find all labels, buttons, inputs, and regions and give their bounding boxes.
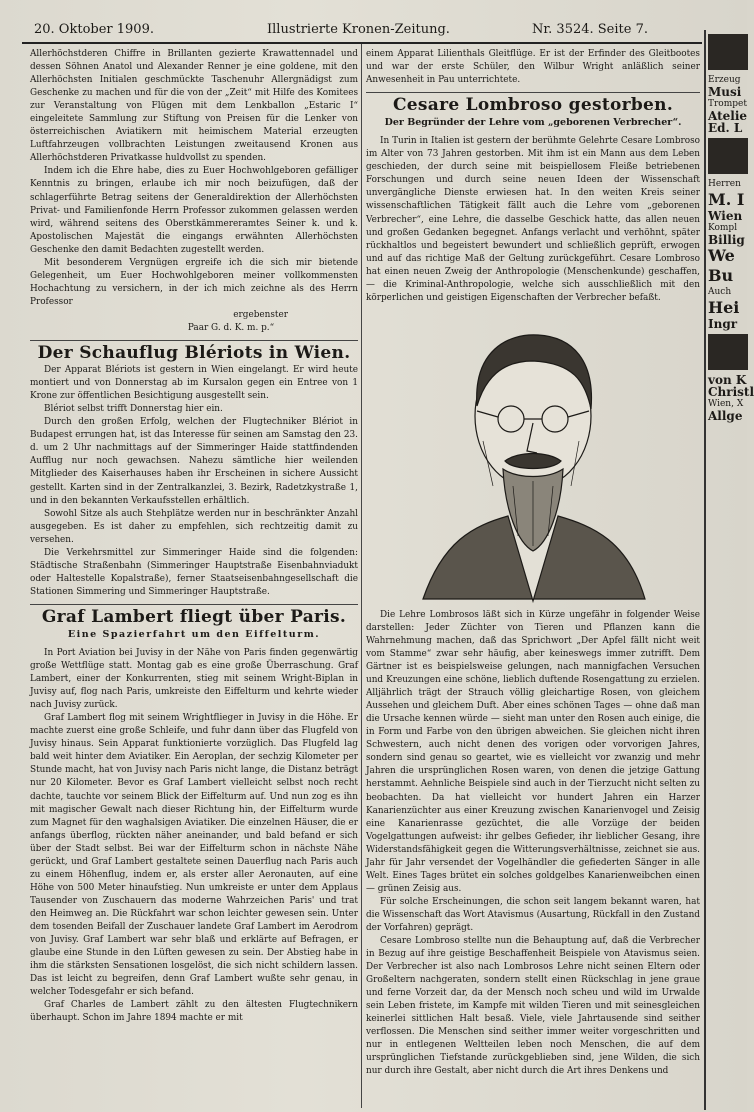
article-text: Durch den großen Erfolg, welchen der Flugtechniker Blériot in Budapest errungen hat, ist das Interesse für seinen am Samstag den 23. d. um 2 Uhr nachmittags auf der Simmeringer Haide stattfindenden Aufflug nur noch gewachsen. Nahezu sämtliche hier weilenden Mitglieder des Kaiserhauses haben ihr Erscheinen in sichere Aussicht gestellt. Karten sind in der Zentralkanzlei, 3. Bezirk, Radetzkystraße 1, und in den bekannten Verkaufsstellen erhältlich. bbox=[30, 417, 358, 506]
ad-text: Auch bbox=[708, 287, 732, 297]
subheadline-lombroso: Der Begründer der Lehre vom „geborenen Verbrecher“. bbox=[384, 117, 682, 129]
column-divider bbox=[361, 44, 362, 1108]
article-text: Sowohl Sitze als auch Stehplätze werden nur in beschränkter Anzahl ausgegeben. Es ist daher zu empfehlen, sich rechtzeitig damit zu versehen. bbox=[30, 508, 358, 545]
ad-text: Billig bbox=[708, 233, 745, 247]
signature-line: Paar G. d. K. m. p.“ bbox=[187, 322, 275, 333]
headline-lambert: Graf Lambert fliegt über Paris. bbox=[41, 606, 347, 627]
article-separator bbox=[366, 92, 700, 93]
ad-text: Hei bbox=[708, 298, 740, 317]
ad-text: M. I bbox=[708, 190, 745, 209]
ad-image bbox=[708, 138, 748, 174]
ad-text: Atelie bbox=[708, 109, 748, 123]
header-issue: Nr. 3524. Seite 7. bbox=[532, 22, 648, 37]
article-separator bbox=[30, 604, 358, 605]
page-header bbox=[22, 20, 702, 44]
ad-text: von K bbox=[708, 373, 747, 387]
ad-divider bbox=[704, 30, 706, 1110]
ad-image bbox=[708, 34, 748, 70]
ad-text: Christl bbox=[708, 385, 754, 399]
article-text: Graf Lambert flog mit seinem Wrightflieger in Juvisy in die Höhe. Er machte zuerst eine große Schleife, und fuhr dann über das Flugfeld von Juvisy hinaus. Sein Apparat funktionierte vorzüglich. Das Flugfeld lag bald weit hinter dem Aviatiker. Ein Aeroplan, der sechzig Kilometer per Stunde macht, hat von Juvisy nach Paris nicht lange, die Distanz beträgt nur 20 Kilometer. Bevor es Graf Lambert vielleicht selbst noch recht dachte, tauchte vor seinem Blick der Eiffelturm auf. Und nun zog es ihn mit magischer Gewalt nach dieser Richtung hin, der Eiffelturm wurde zum Magnet für den waghalsigen Aviatiker. Die einzelnen Häuser, die er anfangs überflog, rückten näher aneinander, und bald befand er sich über der Stadt selbst. Bei war der Eiffelturm schon in nächste Nähe gerückt, und Graf Lambert gestaltete seinen Dauerflug nach Paris auch zu einem Höhenflug, indem er, als erster aller Aeronauten, auf eine Höhe von 500 Meter hinaufstieg. Nun umkreiste er unter dem Applaus Tausender von Zuschauern das moderne Wahrzeichen Paris' und trat den Heimweg an. Die Rückfahrt war schon leichter gewesen sein. Unter dem tosenden Beifall der Zuschauer landete Graf Lambert im Aerodrom von Juvisy. Graf Lambert war sehr blaß und erklärte auf Befragen, er glaube eine Stunde in den Lüften gewesen zu sein. Der Abstieg habe in ihm die stärksten Sensationen losgelöst, die sich nicht schildern lassen. Das ist leicht zu begreifen, denn Graf Lambert wußte sehr genau, in welcher Todesgefahr er sich befand. bbox=[30, 713, 358, 998]
headline-lombroso: Cesare Lombroso gestorben. bbox=[392, 95, 674, 116]
article-text: Der Apparat Blériots ist gestern in Wien eingelangt. Er wird heute montiert und von Donnerstag ab im Kursalon gegen ein Entree von 1 Krone zur öffentlichen Besichtigung ausgestellt sein. bbox=[30, 365, 358, 402]
ad-text: Bu bbox=[708, 266, 734, 285]
article-text: einem Apparat Lilienthals Gleitflüge. Er ist der Erfinder des Gleitbootes und war der erste Schüler, den Wilbur Wright anläßlich seiner Anwesenheit in Pau unterrichtete. bbox=[366, 49, 700, 86]
ad-text: Allge bbox=[708, 409, 743, 423]
ad-text: Ingr bbox=[708, 317, 738, 331]
ad-text: Wien, X bbox=[708, 399, 744, 409]
signature-line: ergebenster bbox=[233, 309, 288, 320]
ad-text: Ed. L bbox=[708, 121, 743, 135]
subheadline-lambert: Eine Spazierfahrt um den Eiffelturm. bbox=[67, 628, 321, 640]
header-date: 20. Oktober 1909. bbox=[34, 22, 154, 37]
article-text: Allerhöchstderen Chiffre in Brillanten gezierte Krawattennadel und dessen Söhnen Anatol und Alexander Renner je eine goldene, mit den Allerhöchsten Initialen geschmückte Taschenuhr Allergnädigst zum Geschenke zu machen und für die von der „Zeit“ mit Hilfe des Komitees zur Veranstaltung von Flügen mit dem Lenkballon „Estaric I“ eingeleitete Sammlung zur Stiftung von Preisen für die Lenker von österreichischen Aviatikern mit heimischem Material erzeugten Luftfahrzeugen vollbrachten Leistungen zweitausend Kronen aus Allerhöchstderen Privatkasse huldvollst zu spenden. bbox=[30, 49, 358, 164]
article-text: Die Lehre Lombrosos läßt sich in Kürze ungefähr in folgender Weise darstellen: Jeder Züchter von Tieren und Pflanzen kann die Wahrnehmung machen, daß das Sprichwort „Der Apfel fällt nicht weit vom Stamme“ zwar sehr häufig, aber keineswegs immer zutrifft. Dem Gärtner ist es beispielsweise gelungen, nach mannigfachen Versuchen und Kreuzungen eine schöne, lieblich duftende Rosengattung zu erzielen. Alljährlich trägt der Strauch völlig gleichartige Rosen, von gleichem Aussehen und gleichem Duft. Aber eines schönen Tages — ohne daß man die Ursache kennen würde — sieht man unter den Rosen auch einige, die in Form und Farbe von den übrigen abweichen. Sie gleichen nicht ihren Schwestern, auch nicht denen des vorigen oder vorvorigen Jahres, sondern sind genau so geartet, wie es vielleicht vor zwanzig und mehr Jahren die ursprünglichen Rosen waren, von denen die jetzige Gattung herstammt. Aehnliche Beispiele sind auch in der Tierzucht nicht selten zu beobachten. Da hat vielleicht vor hundert Jahren ein Harzer Kanarienzüchter aus einer Kreuzung zwischen Kanarienvogel und Zeisig eine Kanarienrasse gezüchtet, die alle Vorzüge der beiden Vogelgattungen aufweist: ihr gelbes Gefieder, ihr lieblicher Gesang, ihre Widerstandsfähigkeit gegen die Witterungsverhältnisse, zeichnet sie aus. Jahr für Jahr versendet der Vogelhändler die gefiederten Sänger in alle Welt. Eines Tages brütet ein solches goldgelbes Kanarienweibchen einen — grünen Zeisig aus. bbox=[366, 609, 700, 894]
article-separator bbox=[30, 340, 358, 341]
ad-text: Herren bbox=[708, 179, 741, 189]
ad-text: Trompet bbox=[708, 99, 747, 109]
headline-bleriot: Der Schauflug Blériots in Wien. bbox=[37, 343, 351, 364]
article-text: Indem ich die Ehre habe, dies zu Euer Hochwohlgeboren gefälliger Kenntnis zu bringen, erlaube ich mir noch beizufügen, daß der schlagerführte Betrag seitens der Generaldirektion der Allerhöchsten Privat- und Familienfonde Herrn Professor zukommen gelassen werden wird, während seitens des Oberstkämmereramtes Seiner k. und k. Apostolischen Majestät die eingangs erwähnten Allerhöchsten Geschenke den damit Bedachten zugestellt werden. bbox=[30, 166, 358, 255]
ad-text: Erzeug bbox=[708, 75, 741, 85]
header-title: Illustrierte Kronen-Zeitung. bbox=[267, 22, 450, 37]
ad-image bbox=[708, 334, 748, 370]
left-column bbox=[30, 48, 358, 1106]
advertisement-strip bbox=[708, 30, 754, 1112]
article-text: Blériot selbst trifft Donnerstag hier ein. bbox=[44, 404, 223, 415]
ad-text: Musi bbox=[708, 85, 742, 99]
article-text: Cesare Lombroso stellte nun die Behauptung auf, daß die Verbrecher in Bezug auf ihre geistige Beschaffenheit Beispiele von Atavismus seien. Der Verbrecher ist also nach Lombrosos Lehre nicht seinen Eltern oder Großeltern nachgeraten, sondern stellt einen Rückschlag in jene graue und ferne Vorzeit dar, da der Mensch noch scheu und wild im Urwalde sein Leben fristete, im Kampfe mit wilden Tieren und mit seinesgleichen keinerlei sittlichen Halt besaß. Viele, viele Jahrtausende sind seither verflossen. Die Menschen sind seither immer weiter vorgeschritten und nur in entlegenen Weltteilen leben noch Menschen, die auf dem ursprünglichen Tiefstande zurückgeblieben sind, jene Wilden, die sich nur durch ihre Gestalt, aber nicht durch die Art ihres Denkens und bbox=[366, 936, 700, 1077]
lombroso-portrait bbox=[413, 311, 653, 601]
ad-text: Kompl bbox=[708, 223, 738, 233]
ad-text: Wien bbox=[708, 209, 743, 223]
right-column bbox=[366, 48, 700, 1106]
article-text: Mit besonderem Vergnügen ergreife ich die sich mir bietende Gelegenheit, um Euer Hochwohlgeboren meiner vollkommensten Hochachtung zu versichern, in der ich mich zeichne als des Herrn Professor bbox=[30, 257, 358, 307]
article-text: Die Verkehrsmittel zur Simmeringer Haide sind die folgenden: Städtische Straßenbahn (Simmeringer Hauptstraße Eisenbahnviadukt oder Haltestelle Kopalstraße), ferner Staatseisenbahngesellschaft die Stationen Simmering und Simmeringer Hauptstraße. bbox=[30, 547, 358, 597]
article-text: In Turin in Italien ist gestern der berühmte Gelehrte Cesare Lombroso im Alter von 73 Jahren gestorben. Mit ihm ist ein Mann aus dem Leben geschieden, der durch seine mit beispiellosem Fleiße betriebenen Forschungen und durch seine neuen Ideen der Wissenschaft unvergängliche Dienste erwiesen hat. In den weiten Kreis seiner wissenschaftlichen Tätigkeit fällt auch die Lehre vom „geborenen Verbrecher“, eine Lehre, die dasselbe Geschick hatte, das allen neuen und großen Gedanken begegnet. Anfangs verlacht und verhöhnt, später rückhaltlos und begeistert bewundert und schließlich geprüft, erwogen und auf das richtige Maß der Geltung zurückgeführt. Cesare Lombroso hat einen neuen Zweig der Anthropologie (Menschenkunde) geschaffen, — die Kriminal-Anthropologie, welche sich ausschließlich mit den körperlichen und geistigen Eigenschaften der Verbrecher befaßt. bbox=[366, 136, 700, 303]
article-text: Graf Charles de Lambert zählt zu den ältesten Flugtechnikern überhaupt. Schon im Jahre 1894 machte er mit bbox=[30, 1000, 358, 1024]
article-text: In Port Aviation bei Juvisy in der Nähe von Paris finden gegenwärtig große Wettflüge statt. Montag gab es eine große Überraschung. Graf Lambert, einer der Konkurrenten, stieg mit seinem Wright-Biplan in Juvisy auf, flog nach Paris, umkreiste den Eiffelturm und kehrte wieder nach Juvisy zurück. bbox=[30, 648, 358, 711]
article-text: Für solche Erscheinungen, die schon seit langem bekannt waren, hat die Wissenschaft das Wort Atavismus (Ausartung, Rückfall in den Zustand der Vorfahren) geprägt. bbox=[366, 896, 700, 933]
ad-text: We bbox=[708, 246, 735, 265]
